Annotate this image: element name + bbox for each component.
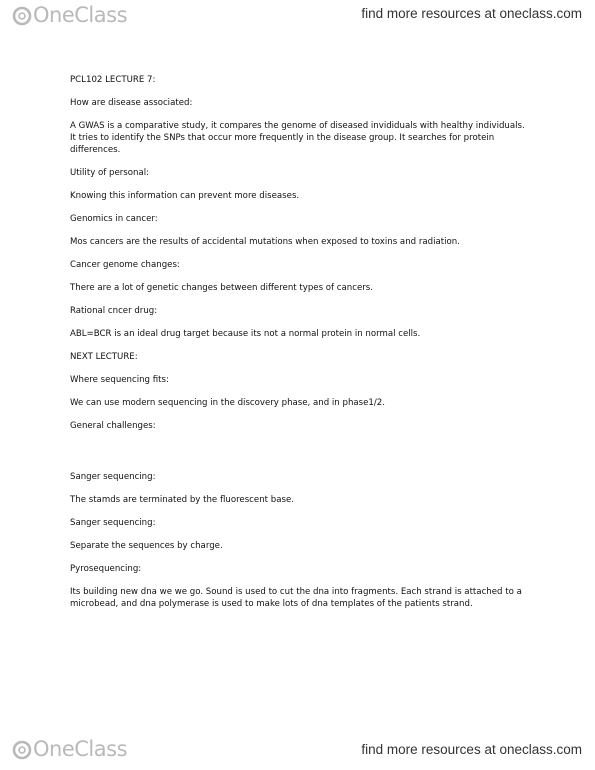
section-heading: Utility of personal:	[70, 168, 150, 178]
section-heading: How are disease associated:	[70, 98, 193, 108]
paragraph: Mos cancers are the results of accidental mutations when exposed to toxins and radiation.	[70, 237, 460, 247]
header-tagline-link[interactable]: find more resources at oneclass.com	[361, 6, 582, 21]
section-heading: Genomics in cancer:	[70, 214, 158, 224]
section-heading: Pyrosequencing:	[70, 564, 142, 574]
paragraph: The stamds are terminated by the fluorescent base.	[70, 495, 294, 505]
section-heading: Where sequencing fits:	[70, 375, 169, 385]
oneclass-logo[interactable]	[12, 5, 127, 26]
section-heading: NEXT LECTURE:	[70, 352, 138, 362]
oneclass-logo-text: OneClass	[33, 3, 128, 27]
oneclass-footer-logo[interactable]	[12, 739, 127, 760]
oneclass-logo-text: OneClass	[33, 737, 128, 761]
paragraph: Separate the sequences by charge.	[70, 541, 223, 551]
blank-space	[70, 443, 530, 471]
paragraph: ABL=BCR is an ideal drug target because its not a normal protein in normal cells.	[70, 329, 421, 339]
section-heading: Cancer genome changes:	[70, 260, 180, 270]
paragraph: There are a lot of genetic changes between different types of cancers.	[70, 283, 373, 293]
section-heading: Sanger sequencing:	[70, 472, 156, 482]
lecture-title: PCL102 LECTURE 7:	[70, 75, 156, 85]
paragraph: Knowing this information can prevent more diseases.	[70, 191, 300, 201]
section-heading: Sanger sequencing:	[70, 518, 156, 528]
paragraph: Its building new dna we we go. Sound is used to cut the dna into fragments. Each strand is attached to a microbead, and dna polymerase is used to make lots of dna templates of the patients strand.	[70, 587, 522, 609]
section-heading: General challenges:	[70, 421, 156, 431]
footer-tagline-link[interactable]: find more resources at oneclass.com	[361, 742, 582, 757]
oneclass-logo-icon	[12, 740, 32, 760]
section-heading: Rational cncer drug:	[70, 306, 158, 316]
paragraph: We can use modern sequencing in the discovery phase, and in phase1/2.	[70, 398, 385, 408]
oneclass-logo-icon	[12, 6, 32, 26]
paragraph: A GWAS is a comparative study, it compares the genome of diseased invididuals with healthy individuals. It tries to identify the SNPs that occur more frequently in the disease group. It searches for protein differences.	[70, 121, 525, 155]
lecture-notes	[70, 74, 530, 621]
